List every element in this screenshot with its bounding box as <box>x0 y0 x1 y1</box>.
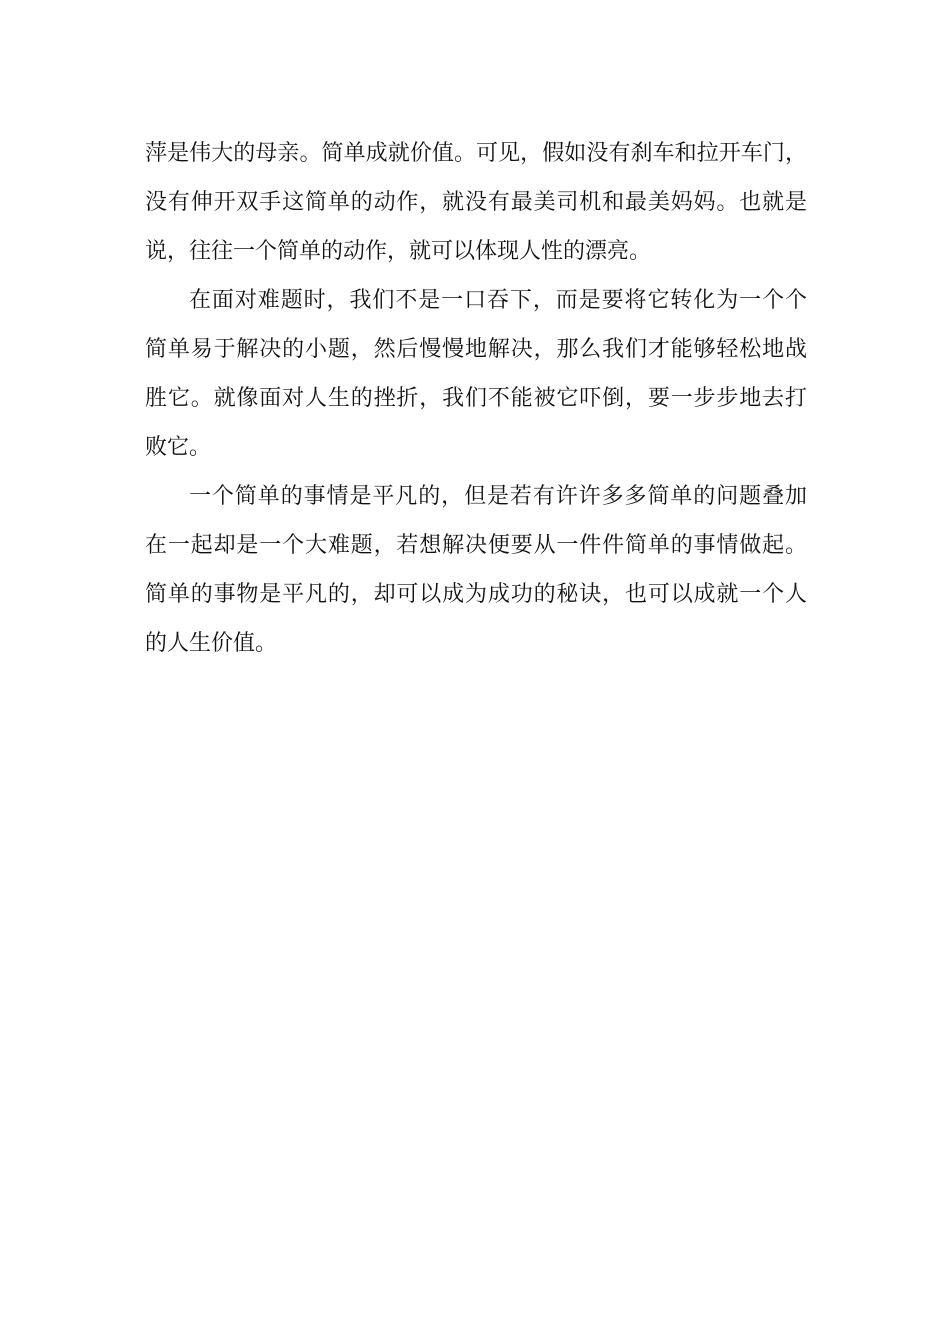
text-line: 败它。 <box>145 435 212 460</box>
text-line: 没有伸开双手这简单的动作，就没有最美司机和最美妈妈。也就是 <box>145 190 807 215</box>
document-body <box>145 129 807 668</box>
text-line: 在一起却是一个大难题，若想解决便要从一件件简单的事情做起。 <box>145 533 807 558</box>
paragraph-1 <box>145 129 807 276</box>
text-line: 说，往往一个简单的动作，就可以体现人性的漂亮。 <box>145 239 652 264</box>
text-line: 在面对难题时，我们不是一口吞下，而是要将它转化为一个个 <box>189 288 807 313</box>
text-line: 一个简单的事情是平凡的，但是若有许许多多简单的问题叠加 <box>189 484 807 509</box>
paragraph-3 <box>145 472 807 668</box>
text-line: 的人生价值。 <box>145 631 278 656</box>
text-line: 简单的事物是平凡的，却可以成为成功的秘诀，也可以成就一个人 <box>145 582 807 607</box>
text-line: 胜它。就像面对人生的挫折，我们不能被它吓倒，要一步步地去打 <box>145 386 807 411</box>
paragraph-2 <box>145 276 807 472</box>
text-line: 简单易于解决的小题，然后慢慢地解决，那么我们才能够轻松地战 <box>145 337 807 362</box>
text-line: 萍是伟大的母亲。简单成就价值。可见，假如没有刹车和拉开车门， <box>145 141 807 166</box>
